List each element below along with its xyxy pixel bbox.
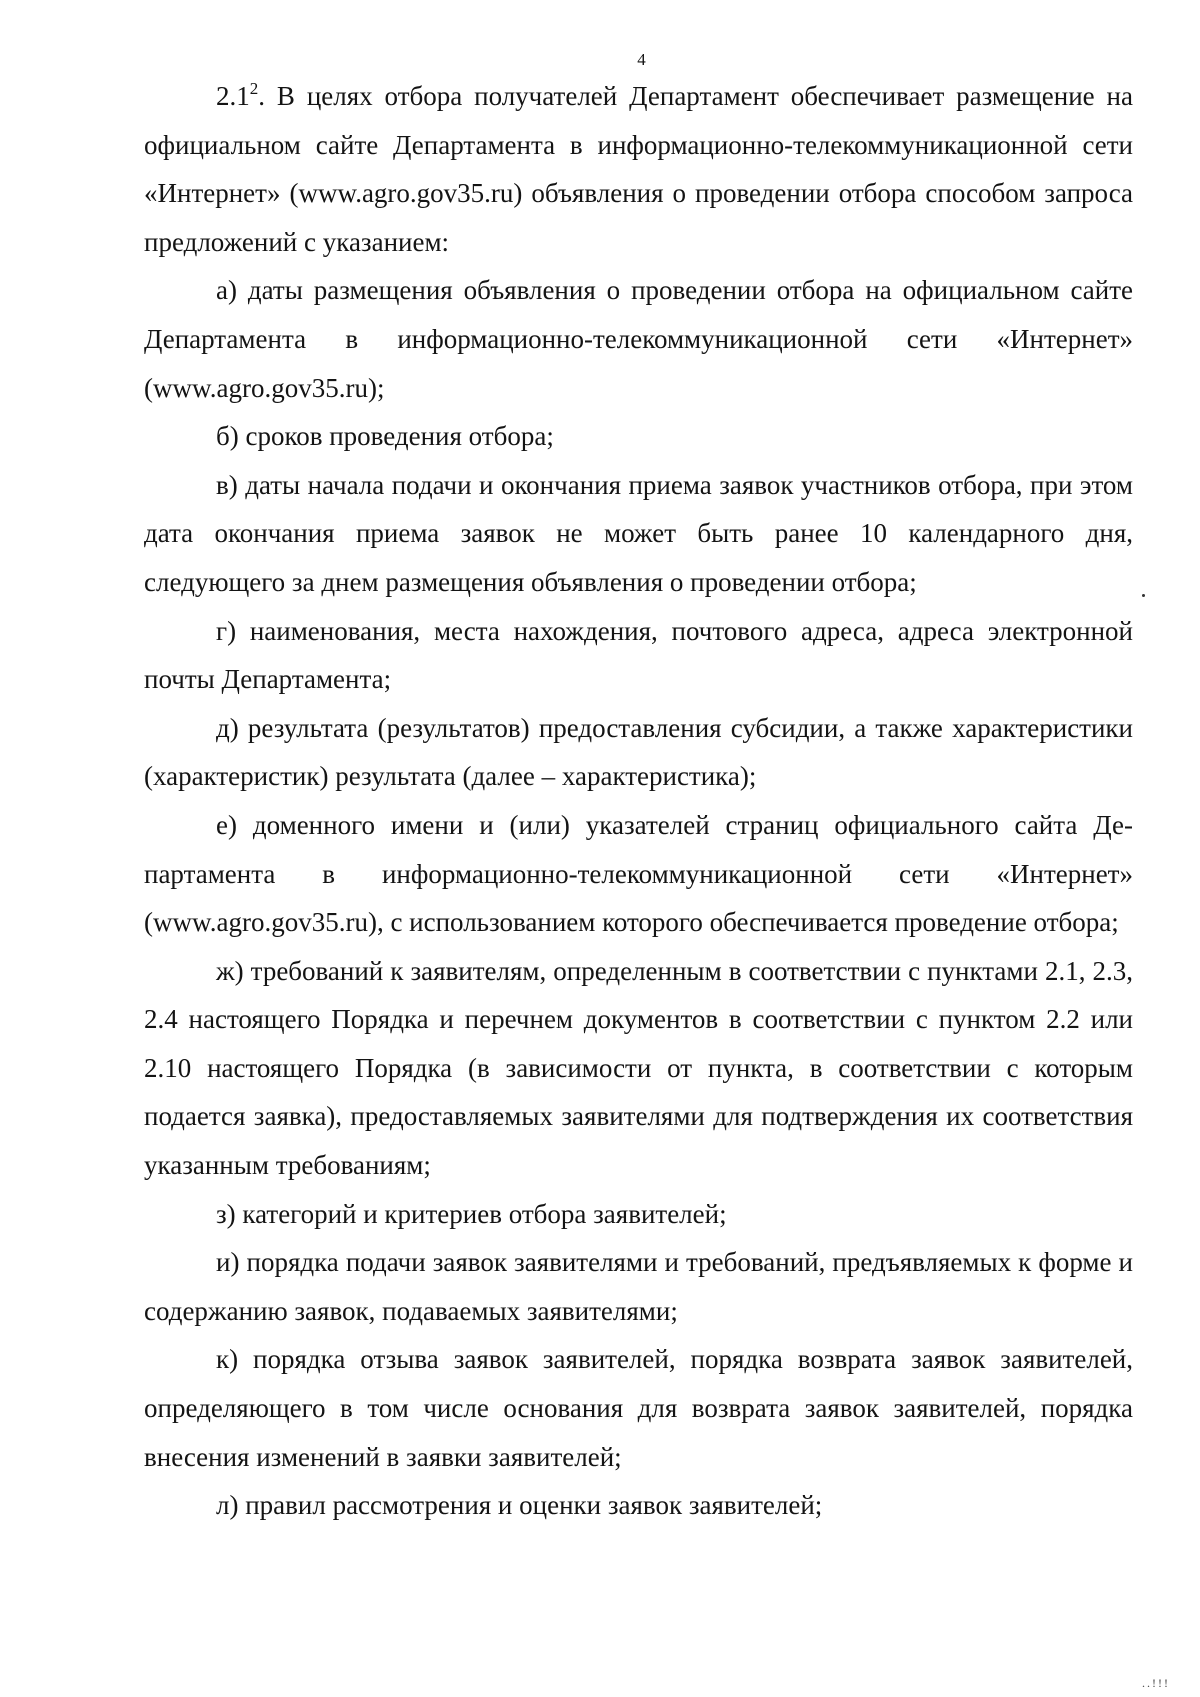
scan-marks: ..!!! [1142,1676,1170,1690]
page-number: 4 [637,50,646,69]
list-item-b: б) сроков проведения отбора; [216,421,554,452]
list-item-e: е) доменного имени и (или) указателей страниц официального сайта Департамента в информационно-телекоммуникационной сети «Интернет» (www.agro.gov35.ru), с использованием которого обеспечивается проведение отбора; [144,809,1133,938]
list-item-a: а) даты размещения объявления о проведении отбора на официальном сайте Департамента в информационно-телекоммуникационной сети «Интернет» (www.agro.gov35.ru); [144,275,1133,403]
clause-superscript: 2 [249,79,259,98]
paragraph-2-1-2 [144,72,1133,266]
list-item-z: з) категорий и критериев отбора заявителей; [216,1198,727,1229]
document-body [144,72,1133,1530]
clause-text: . В целях отбора получателей Департамент обеспечивает размещение на официальном сайте Департамента в информационно-телекоммуникационной сети «Интернет» (www.agro.gov35.ru) объявления о проведении отбора способом запроса предложений с указанием: [144,81,1133,257]
list-item-zh: ж) требований к заявителям, определенным в соответствии с пунктами 2.1, 2.3, 2.4 настоящего Порядка и перечнем документов в соответствии с пунктом 2.2 или 2.10 настоящего Порядка (в зависимости от пункта, в соответствии с которым подается заявка), предоставляемых заявителями для подтверждения их соответствия указанным требованиям; [144,955,1133,1181]
list-item-l: л) правил рассмотрения и оценки заявок заявителей; [216,1490,823,1521]
scan-speck [1142,594,1145,597]
list-item-v: в) даты начала подачи и окончания приема заявок участников отбора, при этом дата окончания приема заявок не может быть ранее 10 календарного дня, следующего за днем размещения объявления о проведении отбора; [144,469,1133,597]
list-item-g: г) наименования, места нахождения, почтового адреса, адреса электронной почты Департамента; [144,615,1133,695]
list-item-k: к) порядка отзыва заявок заявителей, порядка возврата заявок заявителей, определяющего в том числе основания для возврата заявок заявителей, порядка внесения изменений в заявки заявителей; [144,1344,1133,1472]
clause-number: 2.1 [216,81,250,111]
list-item-i: и) порядка подачи заявок заявителями и требований, предъявляемых к форме и содержанию заявок, подаваемых заявителями; [144,1247,1133,1326]
list-item-d: д) результата (результатов) предоставления субсидии, а также характеристики (характеристик) результата (далее – характеристика); [144,712,1133,792]
